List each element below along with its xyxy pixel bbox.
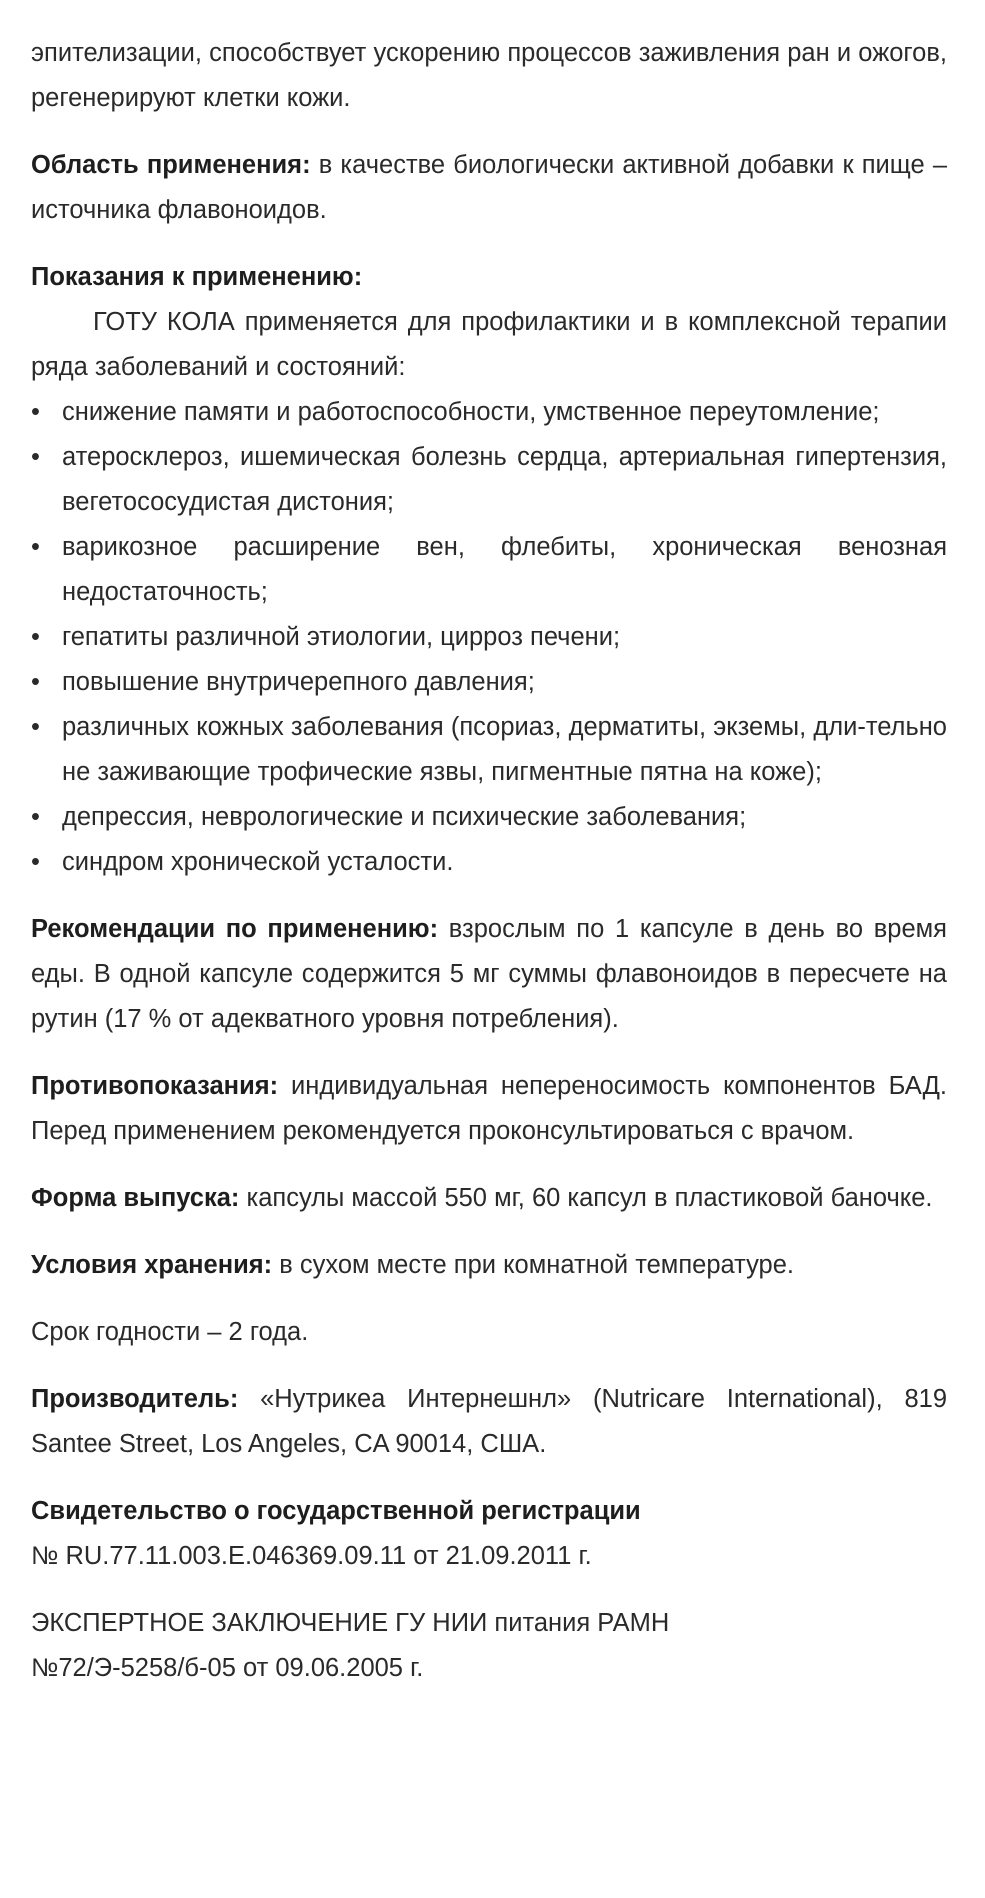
manufacturer-label: Производитель: [31,1385,239,1413]
indications-lead: ГОТУ КОЛА применяется для профилактики и в комплексной терапии ряда заболеваний и состояний: [31,308,947,381]
storage-text: в сухом месте при комнатной температуре. [272,1251,795,1279]
recommendations-label: Рекомендации по применению: [31,915,439,943]
list-item: • различных кожных заболевания (псориаз, дерматиты, экземы, дли-тельно не заживающие трофические язвы, пигментные пятна на коже); [31,705,947,795]
release-form-text: капсулы массой 550 мг, 60 капсул в пластиковой баночке. [239,1184,933,1212]
shelf-life-paragraph: Срок годности – 2 года. [31,1318,309,1346]
contraindications-paragraph [31,1064,947,1154]
expert-line-2: №72/Э-5258/б-05 от 09.06.2005 г. [31,1654,424,1682]
scope-text: в качестве биологически активной добавки к пище – источника флавоноидов. [31,151,947,224]
intro-paragraph: эпителизации, способствует ускорению процессов заживления ран и ожогов, регенерируют клетки кожи. [31,39,947,112]
recommendations-paragraph [31,907,947,1042]
list-item: • синдром хронической усталости. [31,840,947,885]
recommendations-text: взрослым по 1 капсуле в день во время еды. В одной капсуле содержится 5 мг суммы флавоноидов в пересчете на рутин (17 % от адекватного уровня потребления). [31,915,947,1033]
manufacturer-text: «Нутрикеа Интернешнл» (Nutricare International), 819 Santee Street, Los Angeles, CA 90014, США. [31,1385,947,1458]
list-item: • варикозное расширение вен, флебиты, хроническая венозная недостаточность; [31,525,947,615]
expert-block [31,1601,947,1691]
storage-label: Условия хранения: [31,1251,273,1279]
release-form-paragraph [31,1176,947,1221]
registration-number: № RU.77.11.003.Е.046369.09.11 от 21.09.2011 г. [31,1542,592,1570]
release-form-label: Форма выпуска: [31,1184,240,1212]
registration-label: Свидетельство о государственной регистрации [31,1497,641,1525]
registration-block [31,1489,947,1579]
indications-list [31,390,947,885]
list-item: • депрессия, неврологические и психические заболевания; [31,795,947,840]
contraindications-label: Противопоказания: [31,1072,279,1100]
indications-heading: Показания к применению: [31,263,363,291]
contraindications-text: индивидуальная непереносимость компонентов БАД. Перед применением рекомендуется проконсультироваться с врачом. [31,1072,947,1145]
list-item: • снижение памяти и работоспособности, умственное переутомление; [31,390,947,435]
expert-line-1: ЭКСПЕРТНОЕ ЗАКЛЮЧЕНИЕ ГУ НИИ питания РАМН [31,1609,670,1637]
list-item: • гепатиты различной этиологии, цирроз печени; [31,615,947,660]
manufacturer-paragraph [31,1377,947,1467]
storage-paragraph [31,1243,947,1288]
list-item: • повышение внутричерепного давления; [31,660,947,705]
scope-paragraph [31,143,947,233]
scope-label: Область применения: [31,151,311,179]
list-item: • атеросклероз, ишемическая болезнь сердца, артериальная гипертензия, вегетососудистая дистония; [31,435,947,525]
